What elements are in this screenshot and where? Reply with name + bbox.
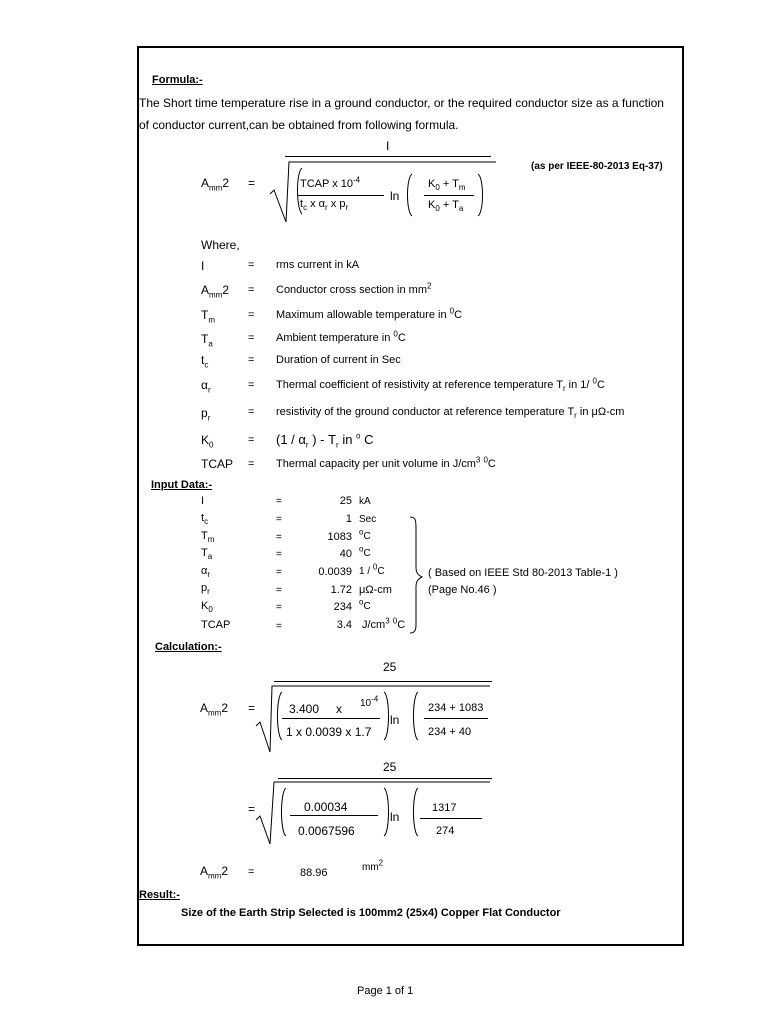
input-symbol-tc: $t_c$ bbox=[201, 512, 209, 527]
calc1-times: x bbox=[336, 702, 342, 716]
input-eq: = bbox=[276, 585, 282, 596]
result-heading: Result:- bbox=[139, 889, 180, 901]
input-value-tm: 1083 bbox=[327, 531, 352, 543]
def-desc-ta: Ambient temperature in $^0$C bbox=[276, 329, 406, 344]
calc1-ratio-top: 234 + 1083 bbox=[428, 702, 484, 714]
input-eq: = bbox=[276, 621, 282, 632]
input-eq: = bbox=[276, 496, 282, 507]
calc-heading: Calculation:- bbox=[155, 641, 222, 653]
formula-fraction-bar bbox=[285, 156, 491, 157]
calc1-ln: ln bbox=[390, 713, 400, 727]
input-unit-tc: Sec bbox=[359, 514, 377, 525]
formula-lhs: $A_{mm}2$ bbox=[201, 176, 230, 193]
def-desc-tc: Duration of current in Sec bbox=[276, 354, 401, 366]
input-symbol-i: I bbox=[201, 495, 205, 507]
calc1-inner-bar bbox=[282, 718, 380, 719]
input-value-i: 25 bbox=[339, 495, 352, 507]
formula-ratio-bottom: $K_0 + T_a$ bbox=[428, 199, 464, 214]
def-symbol-tm: $T_m$ bbox=[201, 308, 216, 325]
calc1-ratio-bar bbox=[424, 718, 488, 719]
def-desc-a: Conductor cross section in $mm^2$ bbox=[276, 281, 432, 296]
def-eq: = bbox=[248, 458, 255, 470]
input-unit-tcap: $J/cm^3$ $^0$C bbox=[362, 616, 406, 631]
input-value-alpha: 0.0039 bbox=[318, 566, 352, 578]
calc1-exponent: $10^{-4}$ bbox=[360, 694, 379, 709]
def-eq: = bbox=[248, 406, 255, 418]
def-eq: = bbox=[248, 379, 255, 391]
calc1-denominator: 1 x 0.0039 x 1.7 bbox=[286, 725, 372, 739]
input-eq: = bbox=[276, 532, 282, 543]
input-unit-alpha: 1 / $^0$C bbox=[359, 562, 385, 577]
def-symbol-k0: $K_0$ bbox=[201, 433, 214, 450]
def-desc-tm: Maximum allowable temperature in $^0$C bbox=[276, 306, 463, 321]
calc2-inner-bar bbox=[290, 815, 378, 816]
formula-ratio-bar bbox=[424, 195, 474, 196]
def-symbol-tcap: TCAP bbox=[201, 457, 234, 471]
input-value-pr: 1.72 bbox=[330, 584, 352, 596]
formula-tcap: TCAP x $10^{-4}$ bbox=[300, 175, 361, 190]
input-heading: Input Data:- bbox=[151, 479, 213, 491]
def-desc-pr: resistivity of the ground conductor at reference temperature $T_r$ in μΩ-cm bbox=[276, 406, 625, 421]
formula-reference: (as per IEEE-80-2013 Eq-37) bbox=[531, 161, 663, 172]
calc1-numerator: 25 bbox=[383, 660, 397, 674]
formula-ratio-top: $K_0 + T_m$ bbox=[428, 178, 466, 193]
def-eq: = bbox=[248, 284, 255, 296]
intro-line-2: of conductor current,can be obtained from following formula. bbox=[139, 118, 459, 132]
input-note-2: (Page No.46 ) bbox=[428, 584, 497, 596]
calc1-equals: = bbox=[248, 701, 256, 715]
input-value-k0: 234 bbox=[333, 601, 352, 613]
input-symbol-pr: $p_r$ bbox=[201, 582, 210, 597]
final-equals: = bbox=[248, 866, 255, 878]
input-eq: = bbox=[276, 602, 282, 613]
input-unit-pr: μΩ-cm bbox=[359, 584, 392, 596]
def-eq: = bbox=[248, 309, 255, 321]
input-value-ta: 40 bbox=[339, 548, 352, 560]
def-symbol-ta: $T_a$ bbox=[201, 332, 213, 349]
def-symbol-alpha: $\alpha_r$ bbox=[201, 378, 211, 395]
def-symbol-i: I bbox=[201, 259, 205, 273]
def-symbol-tc: $t_c$ bbox=[201, 353, 209, 370]
def-desc-tcap: Thermal capacity per unit volume in $J/cm^3$ $^0$C bbox=[276, 455, 496, 470]
input-note-1: ( Based on IEEE Std 80-2013 Table-1 ) bbox=[428, 567, 618, 579]
def-symbol-pr: $p_r$ bbox=[201, 406, 211, 423]
def-eq: = bbox=[248, 354, 255, 366]
input-eq: = bbox=[276, 567, 282, 578]
input-value-tc: 1 bbox=[345, 513, 352, 525]
intro-line-1: The Short time temperature rise in a ground conductor, or the required conductor size as a function bbox=[139, 96, 664, 110]
calc1-lhs: $A_{mm}2$ bbox=[200, 701, 229, 718]
formula-heading: Formula:- bbox=[152, 74, 203, 86]
def-desc-alpha: Thermal coefficient of resistivity at reference temperature $T_r$ in 1/ $^0$C bbox=[276, 376, 605, 394]
page-footer: Page 1 of 1 bbox=[357, 985, 414, 997]
def-eq: = bbox=[248, 434, 255, 446]
final-unit: $mm^2$ bbox=[362, 858, 384, 873]
def-desc-k0: ($1 / \alpha_r$ ) - $T_r$ in $^o$ C bbox=[276, 431, 374, 450]
def-eq: = bbox=[248, 332, 255, 344]
calc2-numerator: 25 bbox=[383, 760, 397, 774]
formula-numerator: I bbox=[386, 139, 390, 153]
input-unit-tm: $^o$C bbox=[359, 527, 371, 542]
calc2-fraction-top: 0.00034 bbox=[304, 800, 348, 814]
formula-equals: = bbox=[248, 176, 256, 190]
input-symbol-tm: $T_m$ bbox=[201, 530, 215, 545]
input-symbol-ta: $T_a$ bbox=[201, 547, 213, 562]
calc1-fraction-bar bbox=[274, 681, 492, 682]
input-unit-ta: $^o$C bbox=[359, 544, 371, 559]
calc2-ratio-top: 1317 bbox=[432, 802, 457, 814]
input-unit-i: kA bbox=[359, 496, 371, 507]
formula-denominator: $t_c$ x $\alpha_r$ x $p_r$ bbox=[300, 198, 349, 213]
calc2-ln: ln bbox=[390, 810, 400, 824]
calc2-fraction-bar bbox=[278, 778, 492, 779]
input-symbol-tcap: TCAP bbox=[201, 619, 231, 631]
calc1-ratio-bottom: 234 + 40 bbox=[428, 726, 472, 738]
input-symbol-alpha: $\alpha_r$ bbox=[201, 565, 211, 580]
def-desc-i: rms current in kA bbox=[276, 259, 360, 271]
final-lhs: $A_{mm}2$ bbox=[200, 864, 229, 881]
final-value: 88.96 bbox=[300, 867, 328, 879]
result-text: Size of the Earth Strip Selected is 100mm2 (25x4) Copper Flat Conductor bbox=[181, 907, 561, 919]
def-eq: = bbox=[248, 259, 255, 271]
input-symbol-k0: $K_0$ bbox=[201, 600, 213, 615]
input-eq: = bbox=[276, 549, 282, 560]
input-curly-brace bbox=[408, 515, 428, 635]
calc1-tcap-value: 3.400 bbox=[289, 702, 320, 716]
where-label: Where, bbox=[201, 238, 240, 252]
calc2-equals: = bbox=[248, 802, 256, 816]
input-eq: = bbox=[276, 514, 282, 525]
calc2-ratio-bar bbox=[420, 818, 482, 819]
input-unit-k0: $^o$C bbox=[359, 597, 371, 612]
input-value-tcap: 3.4 bbox=[336, 619, 352, 631]
calc2-fraction-bottom: 0.0067596 bbox=[298, 824, 355, 838]
def-symbol-a: $A_{mm}2$ bbox=[201, 283, 230, 300]
calc2-ratio-bottom: 274 bbox=[436, 825, 455, 837]
formula-ln: ln bbox=[390, 189, 400, 203]
formula-inner-bar bbox=[298, 195, 384, 196]
